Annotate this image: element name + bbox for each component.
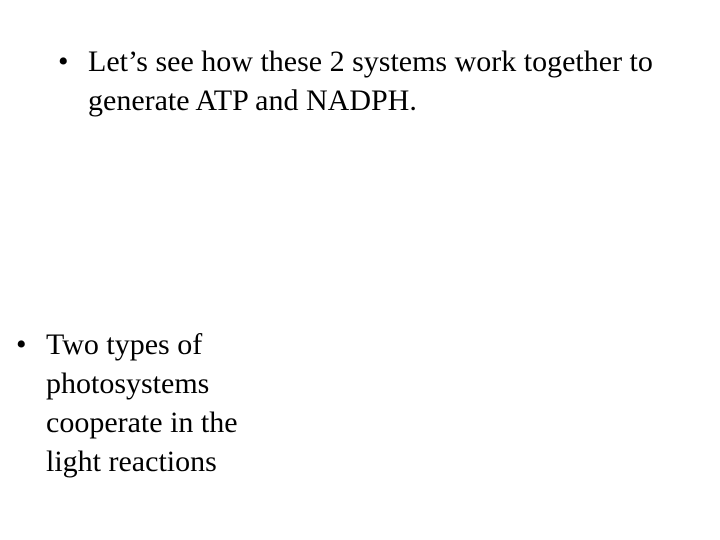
bullet-item-systems-together [58,42,698,120]
bullet-marker: • [58,45,69,78]
bullet-marker: • [16,328,27,361]
bullet-row [58,42,698,120]
bullet-text: Two types of photosystems cooperate in the light reactions [46,328,238,478]
bullet-row [16,325,246,481]
bullet-text: Let’s see how these 2 systems work together to generate ATP and NADPH. [88,45,653,117]
bullet-item-photosystems [16,325,246,481]
